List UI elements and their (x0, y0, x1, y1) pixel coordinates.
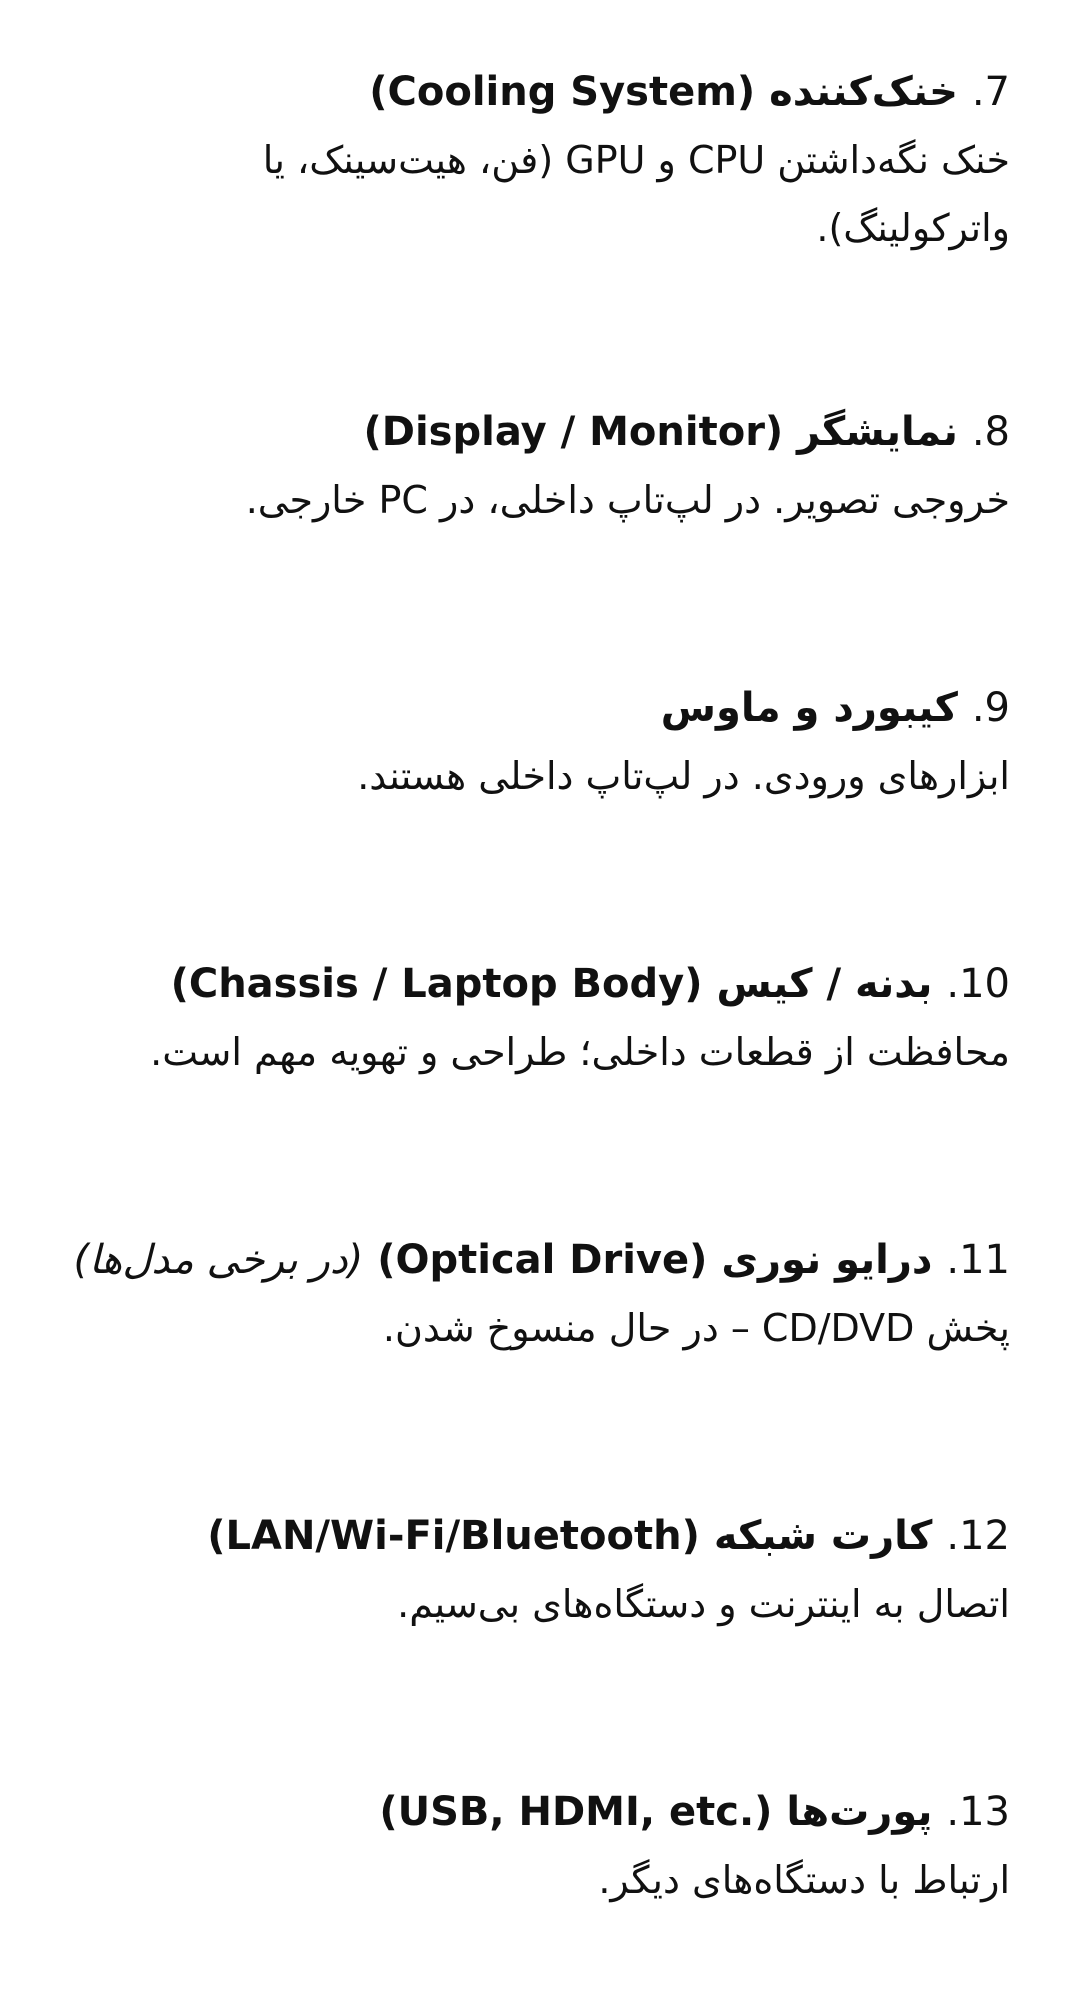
item-number: 13. (946, 1789, 1010, 1835)
item-title-fa: خنک‌کننده (769, 69, 958, 115)
item-heading (130, 674, 1010, 742)
item-heading (130, 950, 1010, 1018)
item-title-en: (Chassis / Laptop Body) (170, 961, 703, 1007)
item-heading (130, 1502, 1010, 1570)
item-title-en: (LAN/Wi-Fi/Bluetooth) (207, 1513, 700, 1559)
list-item-display (130, 398, 1010, 534)
list-item-ports (130, 1778, 1010, 1914)
list-item-keyboard-mouse (130, 674, 1010, 810)
item-heading (130, 398, 1010, 466)
item-title-fa: درایو نوری (721, 1237, 933, 1283)
item-title-fa: کیبورد و ماوس (660, 685, 958, 731)
list-item-cooling-system (130, 58, 1010, 262)
item-description: خنک نگه‌داشتن CPU و GPU (فن، هیت‌سینک، یا واترکولینگ). (262, 138, 1010, 250)
item-description: ارتباط با دستگاه‌های دیگر. (598, 1858, 1010, 1902)
item-heading (130, 58, 1010, 126)
item-title-fa: کارت شبکه (713, 1513, 933, 1559)
item-description: محافظت از قطعات داخلی؛ طراحی و تهویه مهم است. (150, 1030, 1010, 1074)
item-title-fa: نمایشگر (797, 409, 958, 455)
item-number: 10. (946, 961, 1010, 1007)
item-title-en: (Optical Drive) (377, 1237, 708, 1283)
item-description: ابزارهای ورودی. در لپ‌تاپ داخلی هستند. (357, 754, 1010, 798)
item-title-fa: بدنه / کیس (716, 961, 933, 1007)
item-number: 11. (946, 1237, 1010, 1283)
item-number: 7. (971, 69, 1010, 115)
item-number: 12. (946, 1513, 1010, 1559)
item-description: پخش CD/DVD – در حال منسوخ شدن. (382, 1306, 1010, 1350)
list-item-network-card (130, 1502, 1010, 1638)
item-title-en: (Display / Monitor) (363, 409, 784, 455)
item-heading (73, 1226, 1010, 1294)
item-number: 9. (971, 685, 1010, 731)
item-title-en: (USB, HDMI, etc.) (379, 1789, 773, 1835)
item-title-fa: پورت‌ها (786, 1789, 933, 1835)
item-title-en: (Cooling System) (369, 69, 756, 115)
item-number: 8. (971, 409, 1010, 455)
list-item-chassis (130, 950, 1010, 1086)
item-heading (130, 1778, 1010, 1846)
list-item-optical-drive (73, 1226, 1010, 1362)
item-description: اتصال به اینترنت و دستگاه‌های بی‌سیم. (397, 1582, 1010, 1626)
item-note: (در برخی مدل‌ها) (73, 1237, 364, 1283)
item-description: خروجی تصویر. در لپ‌تاپ داخلی، در PC خارجی. (245, 478, 1010, 522)
